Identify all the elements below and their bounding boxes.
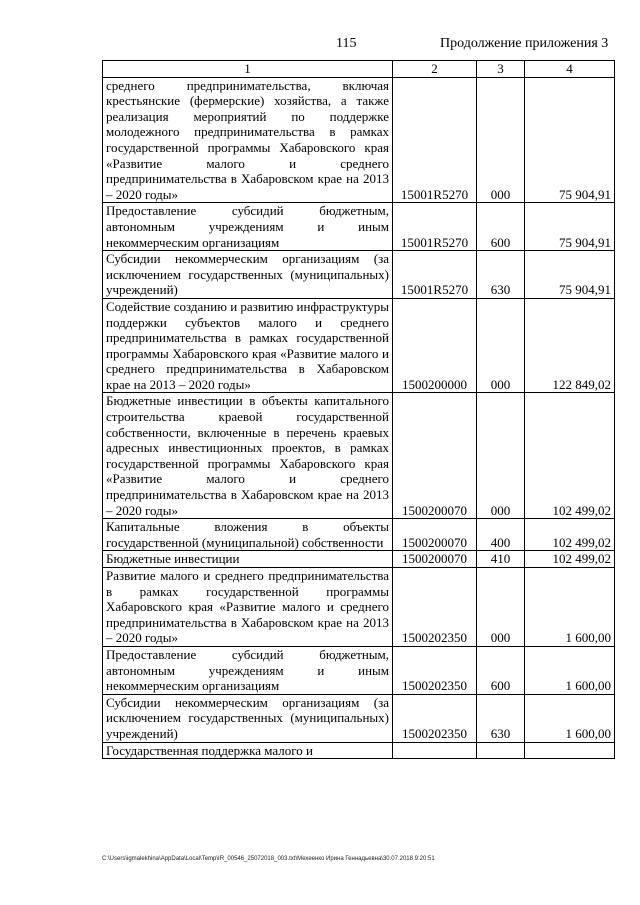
row-expense-type: 630 [477, 694, 525, 742]
column-header: 4 [525, 61, 615, 78]
row-description: Развитие малого и среднего предпринимательства в рамках государственной программы Хабаровского края «Развитие малого и среднего предпринимательства в Хабаровском крае на 2013 – 2020 годы» [103, 568, 393, 647]
table-row [103, 203, 615, 251]
row-amount: 102 499,02 [525, 519, 615, 551]
row-description: Бюджетные инвестиции [103, 551, 393, 568]
table-row [103, 694, 615, 742]
row-code: 15001R5270 [393, 203, 477, 251]
table-row [103, 77, 615, 203]
row-amount: 1 600,00 [525, 646, 615, 694]
row-code: 1500200070 [393, 519, 477, 551]
table-row [103, 519, 615, 551]
table-row [103, 251, 615, 299]
row-description: Субсидии некоммерческим организациям (за исключением государственных (муниципальных) учреждений) [103, 694, 393, 742]
row-description: Содействие созданию и развитию инфраструктуры поддержки субъектов малого и среднего предпринимательства в рамках государственной программы Хабаровского края «Развитие малого и среднего предпринимательства в Хабаровском крае на 2013 – 2020 годы» [103, 298, 393, 393]
row-expense-type: 600 [477, 646, 525, 694]
row-code: 15001R5270 [393, 77, 477, 203]
row-description: Государственная поддержка малого и [103, 742, 393, 759]
row-amount: 75 904,91 [525, 203, 615, 251]
row-amount: 1 600,00 [525, 694, 615, 742]
column-header: 1 [103, 61, 393, 78]
row-amount: 75 904,91 [525, 77, 615, 203]
row-expense-type: 600 [477, 203, 525, 251]
row-description: Предоставление субсидий бюджетным, автономным учреждениям и иным некоммерческим организациям [103, 203, 393, 251]
row-code: 1500202350 [393, 568, 477, 647]
row-expense-type: 000 [477, 568, 525, 647]
table-header-row [103, 61, 615, 78]
appendix-table [102, 60, 615, 759]
row-code: 1500200070 [393, 551, 477, 568]
row-description: Предоставление субсидий бюджетным, автономным учреждениям и иным некоммерческим организациям [103, 646, 393, 694]
table-row [103, 742, 615, 759]
column-header: 3 [477, 61, 525, 78]
row-amount: 102 499,02 [525, 551, 615, 568]
row-code: 1500200000 [393, 298, 477, 393]
table-row [103, 551, 615, 568]
row-description: Субсидии некоммерческим организациям (за исключением государственных (муниципальных) учреждений) [103, 251, 393, 299]
table-row [103, 393, 615, 519]
column-header: 2 [393, 61, 477, 78]
row-code [393, 742, 477, 759]
row-amount [525, 742, 615, 759]
table-row [103, 646, 615, 694]
row-description: Капитальные вложения в объекты государственной (муниципальной) собственности [103, 519, 393, 551]
row-expense-type: 410 [477, 551, 525, 568]
table-row [103, 568, 615, 647]
row-expense-type: 000 [477, 298, 525, 393]
footer-file-path: C:\Users\igmalekhina\AppData\Local\Temp\IR_00546_25072018_003.txt\Мехеенко Ирина Геннадьевна\30.07.2018 9:20:51 [102, 856, 435, 862]
row-expense-type: 000 [477, 393, 525, 519]
row-code: 15001R5270 [393, 251, 477, 299]
row-description: Бюджетные инвестиции в объекты капитального строительства краевой государственной собственности, включенные в перечень краевых адресных инвестиционных проектов, в рамках государственной программы Хабаровского края «Развитие малого и среднего предпринимательства в Хабаровском крае на 2013 – 2020 годы» [103, 393, 393, 519]
row-expense-type: 630 [477, 251, 525, 299]
row-code: 1500202350 [393, 694, 477, 742]
row-amount: 75 904,91 [525, 251, 615, 299]
row-description: среднего предпринимательства, включая крестьянские (фермерские) хозяйства, а также реализация мероприятий по поддержке молодежного предпринимательства в рамках государственной программы Хабаровского края «Развитие малого и среднего предпринимательства в Хабаровском крае на 2013 – 2020 годы» [103, 77, 393, 203]
page-number: 115 [336, 36, 357, 51]
row-expense-type [477, 742, 525, 759]
row-expense-type: 400 [477, 519, 525, 551]
row-code: 1500200070 [393, 393, 477, 519]
table-row [103, 298, 615, 393]
row-code: 1500202350 [393, 646, 477, 694]
row-expense-type: 000 [477, 77, 525, 203]
row-amount: 102 499,02 [525, 393, 615, 519]
row-amount: 122 849,02 [525, 298, 615, 393]
row-amount: 1 600,00 [525, 568, 615, 647]
continuation-label: Продолжение приложения 3 [440, 36, 609, 51]
